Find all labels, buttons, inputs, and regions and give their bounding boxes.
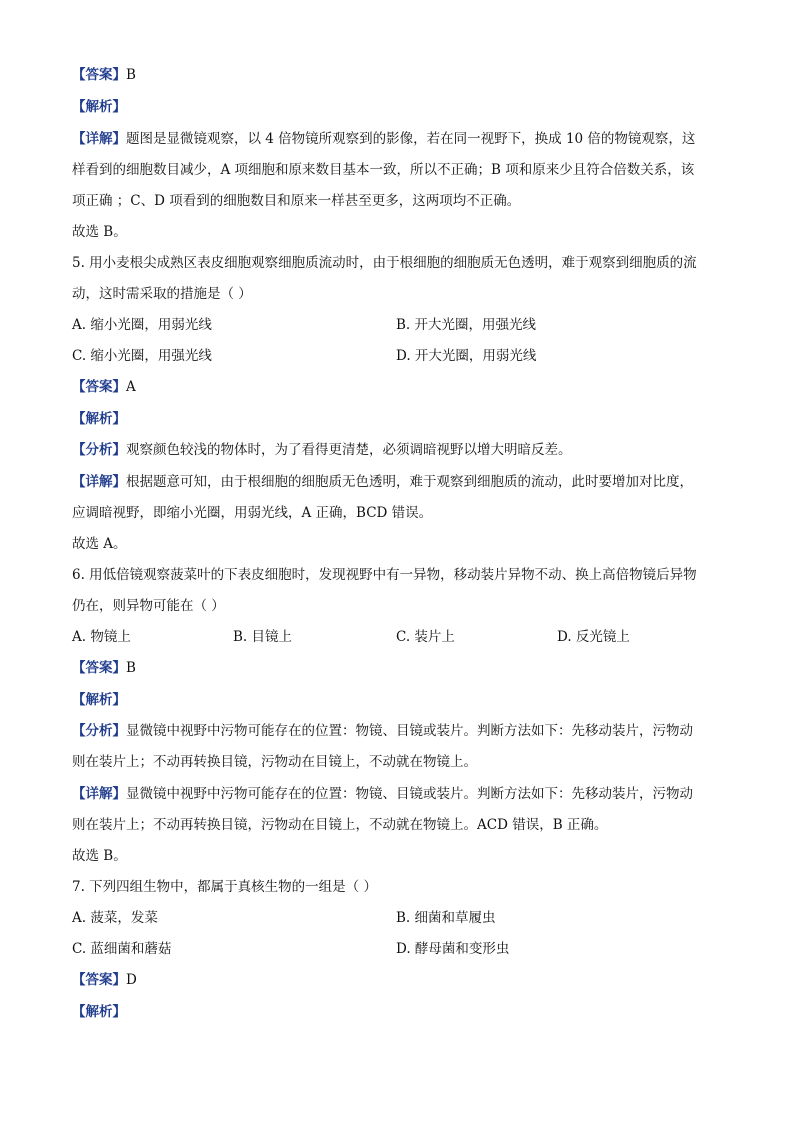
q7-option-c: C. 蓝细菌和蘑菇 xyxy=(72,941,172,957)
q6-analysis-line-1 xyxy=(72,722,722,740)
detail-tag: 【详解】 xyxy=(72,474,126,490)
analysis-header-tag: 【解析】 xyxy=(72,411,126,427)
q6-stem-line-2: 仍在，则异物可能在（ ） xyxy=(72,598,225,614)
q5-analysis-line xyxy=(72,441,722,459)
q5-answer: A xyxy=(126,379,136,395)
q5-option-c: C. 缩小光圈，用强光线 xyxy=(72,348,212,364)
q6-detail-line-2: 则在装片上；不动再转换目镜，污物动在目镜上，不动就在物镜上。ACD 错误，B 正确。 xyxy=(72,817,608,833)
q6-detail-text-1: 显微镜中视野中污物可能存在的位置：物镜、目镜或装片。判断方法如下：先移动装片，污物动 xyxy=(126,786,693,802)
answer-tag: 【答案】 xyxy=(72,972,126,988)
q4-detail-line-2: 样看到的细胞数目减少，A 项细胞和原来数目基本一致，所以不正确；B 项和原来少且符合倍数关系，该 xyxy=(72,162,695,178)
q6-answer: B xyxy=(126,660,136,676)
q6-option-b: B. 目镜上 xyxy=(233,629,293,645)
q7-option-d: D. 酵母菌和变形虫 xyxy=(396,941,510,957)
q6-stem-line-1: 6. 用低倍镜观察菠菜叶的下表皮细胞时，发现视野中有一异物，移动装片异物不动、换上高倍物镜后异物 xyxy=(72,567,697,583)
q6-detail-line-1 xyxy=(72,785,722,803)
q5-answer-line xyxy=(72,378,722,396)
q4-detail-line-3: 项正确 ；C、D 项看到的细胞数目和原来一样甚至更多，这两项均不正确。 xyxy=(72,193,521,209)
answer-tag: 【答案】 xyxy=(72,660,126,676)
q5-detail-line-1 xyxy=(72,473,722,491)
q7-answer: D xyxy=(126,972,137,988)
q7-stem: 7. 下列四组生物中，都属于真核生物的一组是（ ） xyxy=(72,879,377,895)
q4-detail-text-1: 题图是显微镜观察，以 4 倍物镜所观察到的影像，若在同一视野下，换成 10 倍的物镜观察，这 xyxy=(126,131,696,147)
analysis-header-tag: 【解析】 xyxy=(72,1004,126,1020)
q5-option-b: B. 开大光圈，用强光线 xyxy=(396,317,537,333)
detail-tag: 【详解】 xyxy=(72,786,126,802)
q5-detail-line-2: 应调暗视野，即缩小光圈，用弱光线，A 正确，BCD 错误。 xyxy=(72,505,433,521)
q7-analysis-header xyxy=(72,1003,722,1021)
answer-tag: 【答案】 xyxy=(72,379,126,395)
analysis-tag: 【分析】 xyxy=(72,442,126,458)
q6-answer-line xyxy=(72,659,722,677)
q6-analysis-header xyxy=(72,691,722,709)
answer-tag: 【答案】 xyxy=(72,67,126,83)
q4-detail-line-1 xyxy=(72,130,722,148)
q4-analysis-header xyxy=(72,98,722,116)
q5-detail-text-1: 根据题意可知，由于根细胞的细胞质无色透明，难于观察到细胞质的流动，此时要增加对比度， xyxy=(126,474,693,490)
analysis-tag: 【分析】 xyxy=(72,723,126,739)
q5-stem-line-2: 动，这时需采取的措施是（ ） xyxy=(72,286,252,302)
q6-option-c: C. 装片上 xyxy=(396,629,455,645)
q6-option-d: D. 反光镜上 xyxy=(557,629,630,645)
q4-conclusion: 故选 B。 xyxy=(72,224,127,240)
q7-answer-line xyxy=(72,971,722,989)
q7-option-b: B. 细菌和草履虫 xyxy=(396,910,496,926)
q6-conclusion: 故选 B。 xyxy=(72,848,127,864)
q5-analysis-header xyxy=(72,410,722,428)
q5-option-a: A. 缩小光圈，用弱光线 xyxy=(72,317,212,333)
q4-answer: B xyxy=(126,67,136,83)
q5-conclusion: 故选 A。 xyxy=(72,536,127,552)
analysis-header-tag: 【解析】 xyxy=(72,99,126,115)
q6-option-a: A. 物镜上 xyxy=(72,629,131,645)
q7-option-a: A. 菠菜，发菜 xyxy=(72,910,158,926)
detail-tag: 【详解】 xyxy=(72,131,126,147)
q5-stem-line-1: 5. 用小麦根尖成熟区表皮细胞观察细胞质流动时，由于根细胞的细胞质无色透明，难于观察到细胞质的流 xyxy=(72,255,697,271)
q6-analysis-text-1: 显微镜中视野中污物可能存在的位置：物镜、目镜或装片。判断方法如下：先移动装片，污物动 xyxy=(126,723,693,739)
q5-option-d: D. 开大光圈，用弱光线 xyxy=(396,348,537,364)
q6-analysis-line-2: 则在装片上；不动再转换目镜，污物动在目镜上，不动就在物镜上。 xyxy=(72,754,477,770)
q4-answer-line xyxy=(72,66,722,84)
analysis-header-tag: 【解析】 xyxy=(72,692,126,708)
q5-analysis-text: 观察颜色较浅的物体时，为了看得更清楚，必须调暗视野以增大明暗反差。 xyxy=(126,442,572,458)
